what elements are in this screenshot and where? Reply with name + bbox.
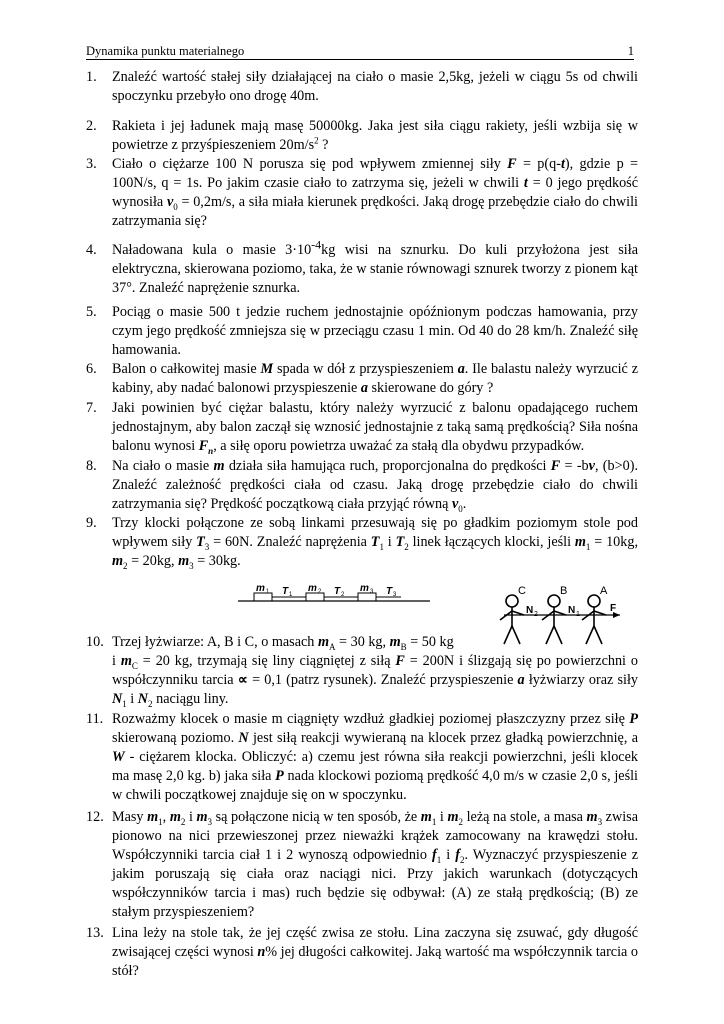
svg-text:3: 3 (393, 592, 397, 598)
label-T1: T (282, 586, 289, 597)
problem-text: Balon o całkowitej masie M spada w dół z przyspieszeniem a. Ile balastu należy wyrzucić z kabiny, aby nadać balonowi przyspieszenie a skierowane do góry ? (112, 361, 638, 396)
svg-text:1: 1 (266, 589, 270, 595)
problem-5 (86, 303, 638, 360)
problem-number: 7. (86, 400, 97, 416)
problem-8 (86, 457, 638, 514)
label-T3: T (386, 586, 393, 597)
problem-text: Ciało o ciężarze 100 N porusza się pod wpływem zmiennej siły F = p(q-t), gdzie p = 100N/s, q = 1s. Po jakim czasie ciało to zatrzyma się, jeżeli w chwili t = 0 jego prędkość wynosiła $v_0 = 0,2m/s$, a siła miała kierunek prędkości. Jaką drogę przebędzie ciało do chwili zatrzymania się? (112, 156, 639, 229)
label-N2: N (526, 605, 534, 616)
problem-7 (86, 399, 638, 456)
label-m1: m (256, 583, 265, 594)
problem-number: 3. (86, 156, 97, 172)
problem-text: Masy $m_1$, $m_2$ i $m_3$ są połączone nicią w ten sposób, że $m_1$ i $m_2$ leżą na stole, a masa $m_3$ zwisa pionowo na nici przewieszonej przez nieważki krążek zamocowany na krawędzi stołu. Współczynniki tarcia ciał 1 i 2 wynoszą odpowiednio $f_1$ i $f_2$. Wyznaczyć przyspieszenie z jakim poruszają się ciała oraz naciągi nici. Przy jakich warunkach (dotyczących współczynników tarcia i mas) ruch będzie się odbywał: (A) ze stałą prędkością; (B) ze stałym przyspieszeniem? (112, 809, 638, 920)
problem-text: Pociąg o masie 500 t jedzie ruchem jednostajnie opóźnionym podczas hamowania, przy czym jego prędkość zmniejsza się w przeciągu czasu 1 min. Od 40 do 28 km/h. Znaleźć siłę hamowania. (112, 304, 638, 358)
label-N1: N (568, 605, 576, 616)
problem-text: Jaki powinien być ciężar balastu, który należy wyrzucić z balonu opadającego ruchem jednostajnym, aby balon zaczął się wznosić jednostajnie z taką samą prędkością? Siła nośna balonu wynosi $F_n$, a siłę oporu powietrza uważać za stałą dla obydwu przypadków. (112, 400, 638, 456)
blocks-diagram (236, 582, 432, 606)
header-title: Dynamika punktu materialnego (86, 44, 245, 58)
label-A: A (600, 585, 608, 597)
svg-text:2: 2 (318, 589, 322, 595)
problem-number: 2. (86, 118, 97, 134)
problem-text: Rozważmy klocek o masie m ciągnięty wzdłuż gładkiej poziomej płaszczyzny przez siłę P skierowaną poziomo. N jest siłą reakcji wywieraną na klocek przez gładką powierzchnię, a W - ciężarem klocka. Obliczyć: a) czemu jest równa siła reakcji powierzchni, jeśli klocek ma masę 2,0 kg. b) jaka siła P nada klockowi poziomą prędkość 4,0 m/s w czasie 2,0 s, jeśli w chwili początkowej znajduje się on w spoczynku. (112, 711, 638, 803)
problem-13 (86, 924, 638, 981)
label-T2: T (334, 586, 341, 597)
problem-2 (86, 117, 638, 155)
problem-text: Trzej łyżwiarze: A, B i C, o masach $m_A = 30$ kg, $m_B = 50$ kg (112, 634, 454, 652)
problem-text: Trzy klocki połączone ze sobą linkami przesuwają się po gładkim poziomym stole pod wpływem siły $T_3 = 60N$. Znaleźć naprężenia $T_1$ i $T_2$ linek łączących klocki, jeśli $m_1 = 10kg$, $m_2 = 20kg$, $m_3 = 30kg$. (112, 515, 638, 571)
problem-number: 5. (86, 304, 97, 320)
svg-text:2: 2 (341, 592, 345, 598)
problem-10-cont (86, 652, 638, 709)
problem-text: Naładowana kula o masie $3\cdot 10^{-4}kg$ wisi na sznurku. Do kuli przyłożona jest siła elektryczna, skierowana poziomo, taka, że w stanie równowagi sznurek tworzy z pionem kąt 37°. Znaleźć naprężenie sznurka. (112, 237, 638, 296)
problem-text: Na ciało o masie m działa siła hamująca ruch, proporcjonalna do prędkości F = -bv, (b>0). Znaleźć zależność prędkości ciała od czasu. Jaką drogę przebędzie ciało do chwili zatrzymania się? Prędkość początkową ciała przyjąć równą $v_0$. (112, 458, 638, 514)
problem-10 (86, 633, 638, 652)
problem-number: 13. (86, 925, 104, 941)
svg-text:3: 3 (370, 589, 374, 595)
label-B: B (560, 585, 568, 597)
problem-text: i $m_C = 20$ kg, trzymają się liny ciągniętej z siłą F = 200N i ślizgają się po powierzchni o współczynniku tarcia ∝ = 0,1 (patrz rysunek). Znaleźć przyspieszenie a łyżwiarzy oraz siły $N_1$ i $N_2$ naciągu liny. (112, 653, 639, 709)
problem-3 (86, 155, 638, 231)
svg-text:1: 1 (576, 611, 580, 618)
problem-number: 10. (86, 634, 104, 650)
problem-number: 12. (86, 809, 104, 825)
problem-6 (86, 360, 638, 398)
problem-11 (86, 710, 638, 805)
label-m3: m (360, 583, 369, 594)
problem-12 (86, 808, 638, 922)
problem-9 (86, 514, 638, 571)
problem-text: Lina leży na stole tak, że jej część zwisa ze stołu. Lina zaczyna się zsuwać, gdy długość zwisającej części wynosi n% jej długości całkowitej. Jaką wartość ma współczynnik tarcia o stół? (112, 925, 638, 979)
label-C: C (518, 585, 526, 597)
problem-text: Znaleźć wartość stałej siły działającej na ciało o masie 2,5kg, jeżeli w ciągu 5s od chwili spoczynku przebyło ono drogę 40m. (112, 69, 638, 104)
label-m2: m (308, 583, 317, 594)
problem-4 (86, 237, 638, 298)
problem-number: 6. (86, 361, 97, 377)
svg-text:2: 2 (534, 611, 538, 618)
svg-text:1: 1 (289, 592, 293, 598)
page-header (86, 44, 634, 60)
problem-1 (86, 68, 638, 106)
page-number: 1 (627, 44, 634, 58)
problem-number: 4. (86, 242, 97, 258)
problem-text: Rakieta i jej ładunek mają masę 50000kg. Jaka jest siła ciągu rakiety, jeśli wzbija się w powietrze z przyśpieszeniem $20m/s^2$ ? (112, 118, 638, 153)
problem-number: 9. (86, 515, 97, 531)
problem-number: 1. (86, 69, 97, 85)
problem-number: 11. (86, 711, 104, 727)
label-F: F (610, 603, 617, 614)
problem-number: 8. (86, 458, 97, 474)
